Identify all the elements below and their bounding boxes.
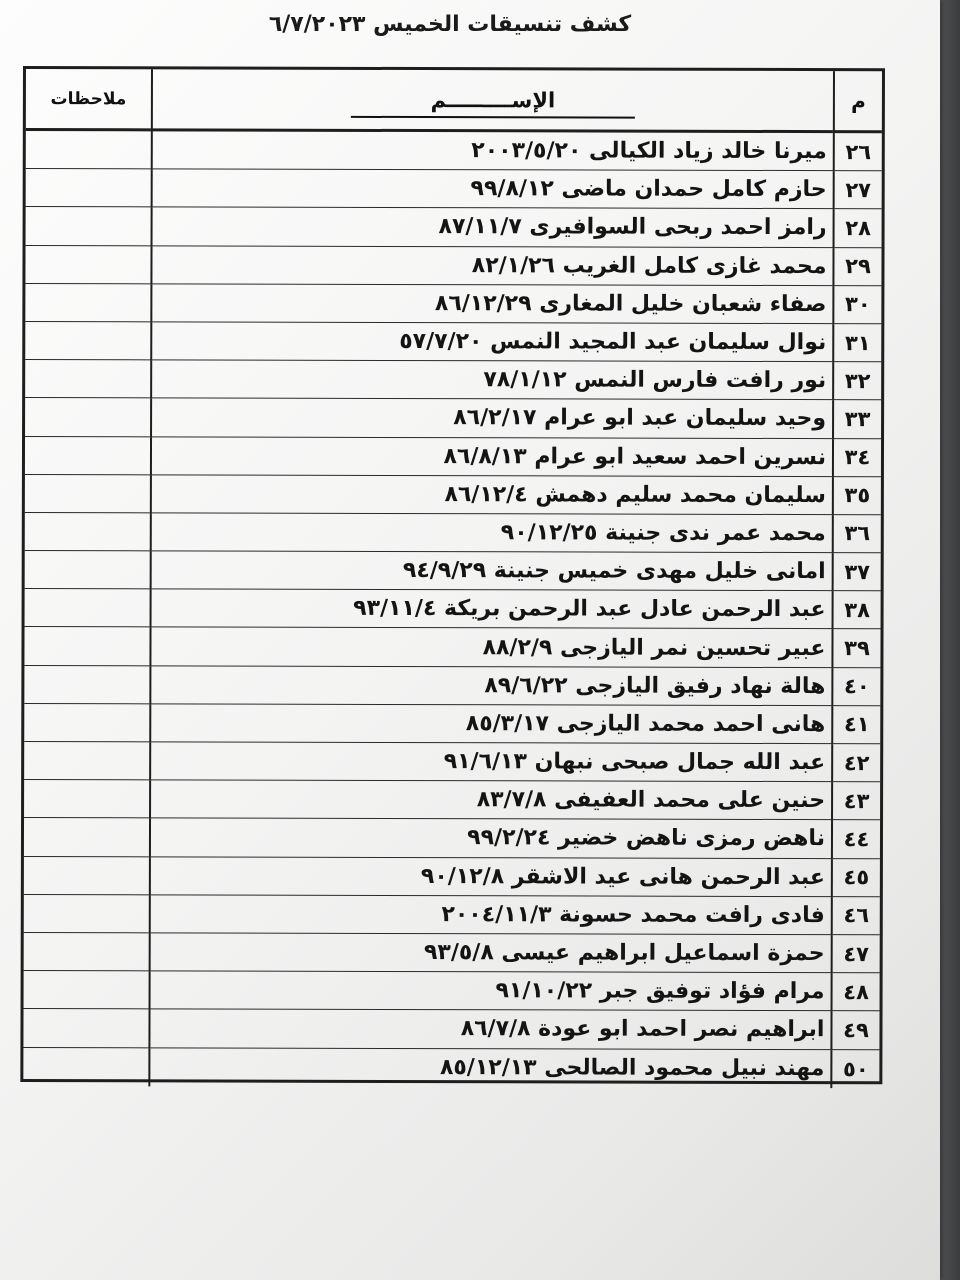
row-number: ٢٧ <box>833 171 882 209</box>
row-number: ٤٩ <box>830 1011 879 1049</box>
row-number: ٤٤ <box>831 820 880 858</box>
row-number: ٣٦ <box>832 515 881 553</box>
row-number: ٣٨ <box>832 591 881 629</box>
row-number: ٤٦ <box>831 897 880 935</box>
row-notes <box>25 322 150 361</box>
row-name-entry: مهند نبيل محمود الصالحى ٨٥/١٢/١٣ <box>148 1048 830 1088</box>
row-number: ٣٥ <box>832 477 881 515</box>
row-name-entry: عبد الرحمن عادل عبد الرحمن بريكة ٩٣/١١/٤ <box>150 590 832 630</box>
row-number: ٥٠ <box>830 1050 879 1088</box>
row-notes <box>26 169 151 208</box>
row-notes <box>25 246 150 285</box>
row-notes <box>23 1009 148 1048</box>
header-name-label: الإســـــــــم <box>351 88 636 119</box>
row-number: ٤٢ <box>831 744 880 782</box>
row-number: ٤٧ <box>831 935 880 973</box>
row-notes <box>25 437 150 476</box>
row-notes <box>24 933 149 972</box>
row-notes <box>24 895 149 934</box>
row-number: ٣٤ <box>832 439 881 477</box>
row-name-entry: عبد الله جمال صبحى نبهان ٩١/٦/١٣ <box>149 742 831 782</box>
row-number: ٤٠ <box>831 668 880 706</box>
row-name-entry: هالة نهاد رفيق اليازجى ٨٩/٦/٢٢ <box>149 666 831 706</box>
row-name-entry: ميرنا خالد زياد الكيالى ٢٠٠٣/٥/٢٠ <box>151 131 833 171</box>
header-name <box>151 69 833 133</box>
row-name-entry: هانى احمد محمد اليازجى ٨٥/٣/١٧ <box>149 704 831 744</box>
row-number: ٢٨ <box>833 209 882 247</box>
row-notes <box>25 589 150 628</box>
row-name-entry: امانى خليل مهدى خميس جنينة ٩٤/٩/٢٩ <box>150 551 832 591</box>
row-name-entry: وحيد سليمان عبد ابو عرام ٨٦/٢/١٧ <box>150 399 832 439</box>
row-number: ٤١ <box>831 706 880 744</box>
row-name-entry: مرام فؤاد توفيق جبر ٩١/١٠/٢٢ <box>149 971 831 1011</box>
row-number: ٣٢ <box>832 362 881 400</box>
row-name-entry: رامز احمد ربحى السوافيرى ٨٧/١١/٧ <box>151 208 833 248</box>
row-name-entry: حازم كامل حمدان ماضى ٩٩/٨/١٢ <box>151 170 833 210</box>
row-notes <box>24 627 149 666</box>
row-notes <box>25 398 150 437</box>
row-name-entry: ابراهيم نصر احمد ابو عودة ٨٦/٧/٨ <box>148 1010 830 1050</box>
row-number: ٢٩ <box>832 248 881 286</box>
row-number: ٣٧ <box>832 553 881 591</box>
row-notes <box>24 780 149 819</box>
row-notes <box>25 284 150 323</box>
row-notes <box>25 551 150 590</box>
row-name-entry: عبد الرحمن هانى عيد الاشقر ٩٠/١٢/٨ <box>149 857 831 897</box>
table-grid <box>23 69 882 1081</box>
row-name-entry: فادى رافت محمد حسونة ٢٠٠٤/١١/٣ <box>149 895 831 935</box>
row-name-entry: سليمان محمد سليم دهمش ٨٦/١٢/٤ <box>150 475 832 515</box>
row-notes <box>25 475 150 514</box>
row-name-entry: محمد غازى كامل الغريب ٨٢/١/٢٦ <box>150 246 832 286</box>
row-name-entry: صفاء شعبان خليل المغارى ٨٦/١٢/٢٩ <box>150 284 832 324</box>
row-notes <box>24 857 149 896</box>
row-number: ٤٥ <box>831 859 880 897</box>
row-number: ٤٨ <box>831 973 880 1011</box>
row-name-entry: نسرين احمد سعيد ابو عرام ٨٦/٨/١٣ <box>150 437 832 477</box>
row-name-entry: حنين على محمد العفيفى ٨٣/٧/٨ <box>149 781 831 821</box>
row-notes <box>25 360 150 399</box>
coordination-table <box>20 66 885 1084</box>
row-notes <box>26 131 151 170</box>
row-name-entry: محمد عمر ندى جنينة ٩٠/١٢/٢٥ <box>150 513 832 553</box>
row-notes <box>24 666 149 705</box>
row-name-entry: نور رافت فارس النمس ٧٨/١/١٢ <box>150 360 832 400</box>
row-notes <box>24 971 149 1010</box>
row-notes <box>24 742 149 781</box>
row-number: ٢٦ <box>833 133 882 171</box>
row-notes <box>24 704 149 743</box>
document-title: كشف تنسيقات الخميس ٦/٧/٢٠٢٣ <box>268 12 632 37</box>
row-name-entry: عبير تحسين نمر اليازجى ٨٨/٢/٩ <box>149 628 831 668</box>
row-number: ٤٣ <box>831 782 880 820</box>
row-name-entry: نوال سليمان عبد المجيد النمس ٥٧/٧/٢٠ <box>150 322 832 362</box>
row-name-entry: حمزة اسماعيل ابراهيم عيسى ٩٣/٥/٨ <box>149 933 831 973</box>
row-notes <box>26 207 151 246</box>
row-number: ٣١ <box>832 324 881 362</box>
header-number: م <box>833 71 882 133</box>
row-notes <box>25 513 150 552</box>
row-name-entry: ناهض رمزى ناهض خضير ٩٩/٢/٢٤ <box>149 819 831 859</box>
row-number: ٣٠ <box>832 286 881 324</box>
row-number: ٣٣ <box>832 400 881 438</box>
header-notes: ملاحظات <box>26 69 151 131</box>
row-notes <box>23 1048 148 1087</box>
row-notes <box>24 818 149 857</box>
row-number: ٣٩ <box>831 630 880 668</box>
